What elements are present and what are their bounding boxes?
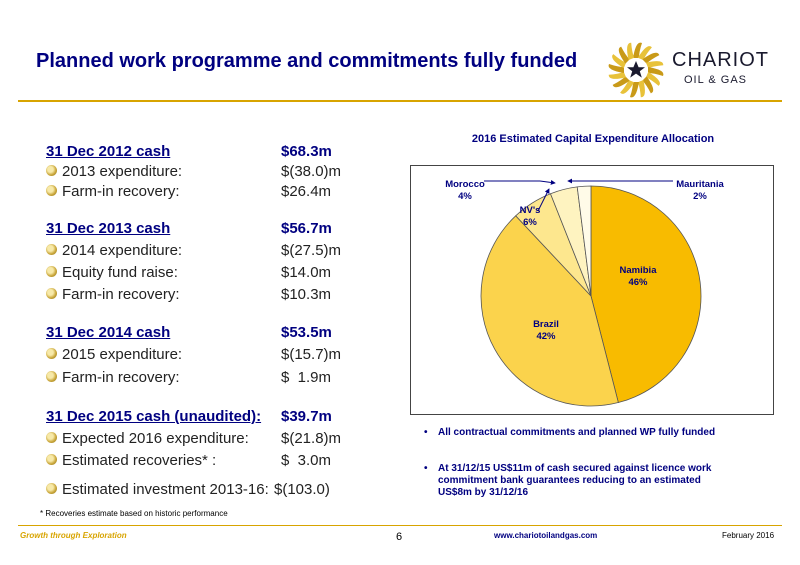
list-item xyxy=(62,286,332,303)
note-item xyxy=(424,427,718,439)
logo-subtitle: OIL & GAS xyxy=(684,74,748,86)
bullet-icon xyxy=(46,454,57,465)
row-label: 2013 expenditure: xyxy=(62,163,183,180)
list-item xyxy=(62,163,342,180)
bullet-icon xyxy=(46,348,57,359)
slice-pct-brazil: 42% xyxy=(536,331,556,342)
title-divider xyxy=(18,100,782,102)
row-label: Farm-in recovery: xyxy=(62,183,180,200)
list-item xyxy=(62,242,342,259)
footnote: * Recoveries estimate based on historic performance xyxy=(40,509,228,518)
list-item xyxy=(62,430,342,447)
bullet-icon xyxy=(46,165,57,176)
slice-pct-namibia: 46% xyxy=(628,277,648,288)
row-label: Equity fund raise: xyxy=(62,264,178,281)
row-label: Estimated recoveries* : xyxy=(62,452,217,469)
pie-chart xyxy=(410,165,772,413)
bullet-icon xyxy=(46,483,57,494)
bullet-icon xyxy=(46,185,57,196)
cash-2012-heading xyxy=(46,143,332,160)
row-value: $39.7m xyxy=(281,408,332,425)
slice-label-brazil: Brazil xyxy=(533,319,559,330)
slice-label-morocco: Morocco xyxy=(445,179,485,190)
row-label: Farm-in recovery: xyxy=(62,286,180,303)
row-value: $68.3m xyxy=(281,143,332,160)
row-value: $26.4m xyxy=(281,183,332,200)
chariot-logo-icon xyxy=(606,40,666,100)
bullet-icon xyxy=(46,371,57,382)
row-label: 2015 expenditure: xyxy=(62,346,183,363)
row-label: Expected 2016 expenditure: xyxy=(62,430,249,447)
row-value: $(15.7)m xyxy=(281,346,342,363)
list-item xyxy=(62,452,332,469)
row-label: 2014 expenditure: xyxy=(62,242,183,259)
row-label: 31 Dec 2013 cash xyxy=(46,220,171,237)
row-label: 31 Dec 2014 cash xyxy=(46,324,171,341)
footer-divider xyxy=(18,525,782,526)
cash-2013-heading xyxy=(46,220,332,237)
row-value: $ 3.0m xyxy=(281,452,332,469)
row-label: 31 Dec 2015 cash (unaudited): xyxy=(46,408,262,425)
page-number: 6 xyxy=(396,531,403,543)
slice-pct-nvs: 6% xyxy=(523,217,537,228)
logo-name: CHARIOT xyxy=(672,49,769,71)
list-item xyxy=(62,183,332,200)
footer-url[interactable]: www.chariotoilandgas.com xyxy=(494,531,598,540)
slice-label-nvs: NV's xyxy=(519,205,541,216)
row-label: 31 Dec 2012 cash xyxy=(46,143,171,160)
row-value: $10.3m xyxy=(281,286,332,303)
list-item xyxy=(62,346,342,363)
row-label: Farm-in recovery: xyxy=(62,369,180,386)
footer-date: February 2016 xyxy=(722,531,775,540)
chart-title: 2016 Estimated Capital Expenditure Allocation xyxy=(471,133,715,145)
row-value: $(27.5)m xyxy=(281,242,342,259)
bullet-icon: • xyxy=(424,427,428,438)
row-value: $14.0m xyxy=(281,264,332,281)
bullet-icon xyxy=(46,244,57,255)
list-item xyxy=(62,264,332,281)
page-title: Planned work programme and commitments fully funded xyxy=(36,50,578,72)
slice-label-mauritania: Mauritania xyxy=(676,179,724,190)
list-item xyxy=(62,369,332,386)
note-text: All contractual commitments and planned WP fully funded xyxy=(438,427,716,438)
note-text: At 31/12/15 US$11m of cash secured against licence work commitment bank guarantees reducing to an estimated US$8m by 31/12/16 xyxy=(438,463,712,498)
cash-2015-heading xyxy=(46,408,332,425)
bullet-icon: • xyxy=(424,463,428,474)
row-value: $56.7m xyxy=(281,220,332,237)
row-value: $(38.0)m xyxy=(281,163,342,180)
cash-2014-heading xyxy=(46,324,332,341)
slice-label-namibia: Namibia xyxy=(619,265,657,276)
row-value: $(21.8)m xyxy=(281,430,342,447)
row-value: $ 1.9m xyxy=(281,369,332,386)
row-value: $(103.0) xyxy=(274,481,330,498)
bullet-icon xyxy=(46,432,57,443)
row-label: Estimated investment 2013-16: xyxy=(62,481,269,498)
slice-pct-morocco: 4% xyxy=(458,191,472,202)
bullet-icon xyxy=(46,266,57,277)
note-item xyxy=(424,463,718,499)
bullet-icon xyxy=(46,288,57,299)
footer-tagline: Growth through Exploration xyxy=(20,531,127,540)
row-value: $53.5m xyxy=(281,324,332,341)
slice-pct-mauritania: 2% xyxy=(693,191,707,202)
list-item xyxy=(62,481,330,498)
